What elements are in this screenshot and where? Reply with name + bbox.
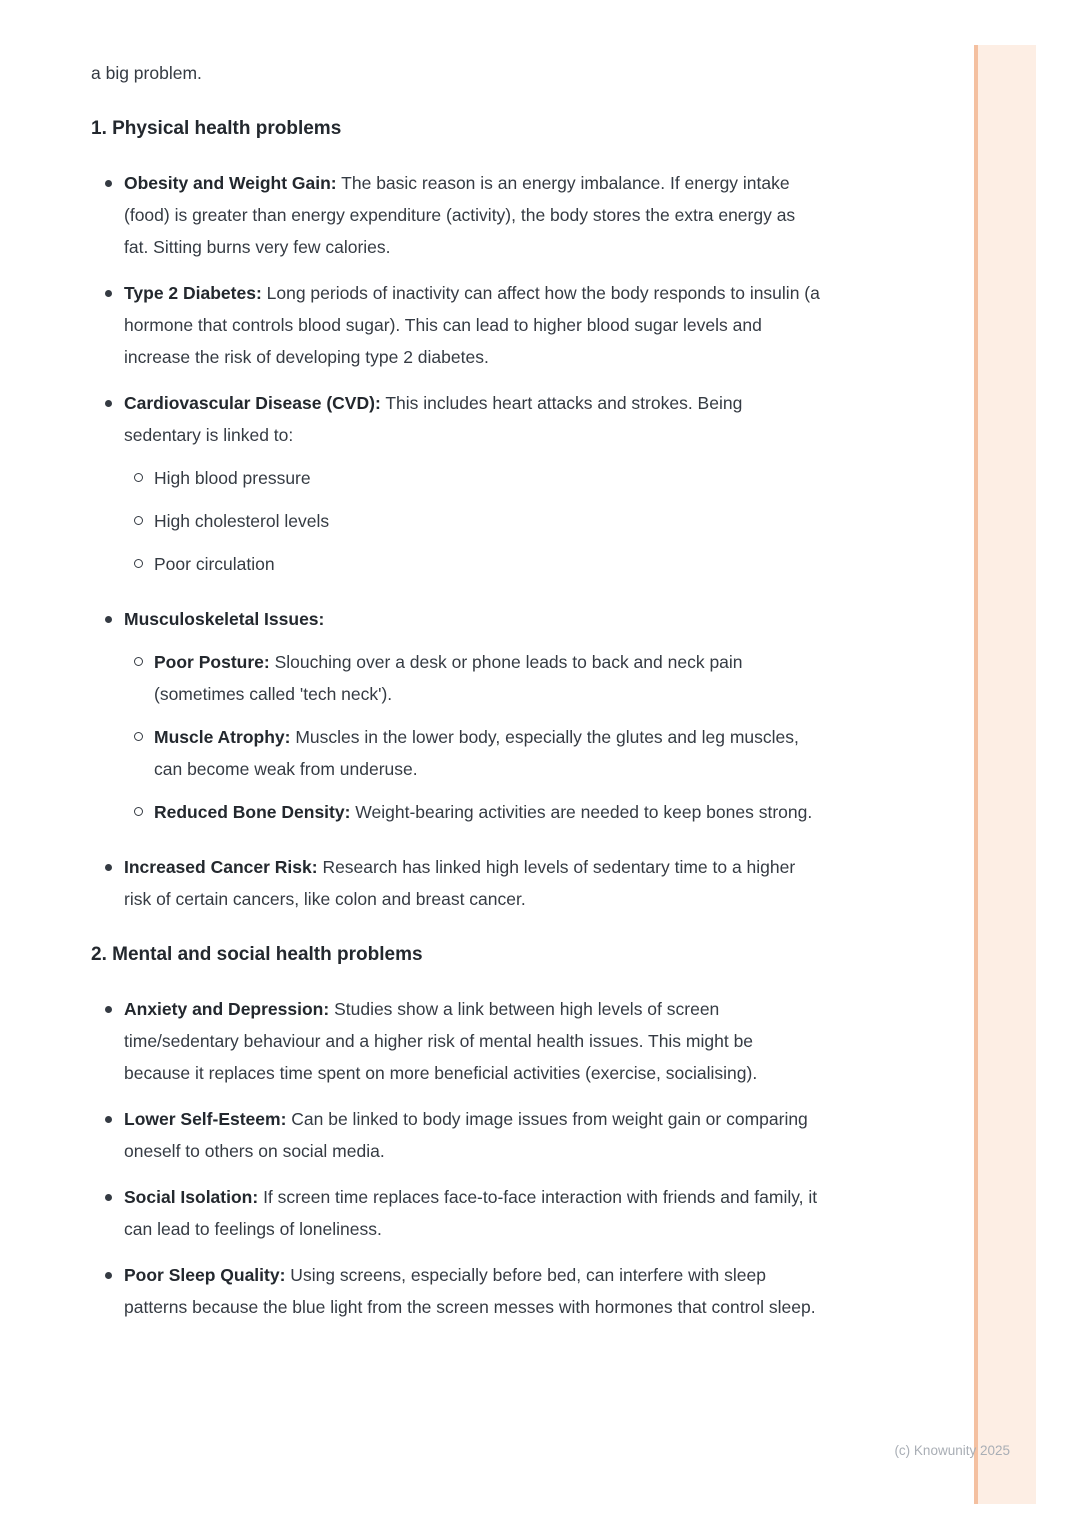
item-body: Research has linked high levels of sedentary time to a higher risk of certain cancers, like colon and breast cancer. [124, 857, 796, 909]
copyright-text: (c) Knowunity 2025 [894, 1443, 1010, 1458]
section-heading-mental: 2. Mental and social health problems [91, 944, 423, 965]
bullet-icon [105, 1272, 112, 1279]
sub-list-item [124, 462, 830, 494]
accent-line [974, 45, 978, 1504]
item-text [124, 993, 824, 1089]
circle-bullet-icon [134, 473, 143, 482]
list-item [91, 387, 830, 589]
section-heading-physical: 1. Physical health problems [91, 118, 342, 139]
sub-bullet-list [124, 646, 830, 828]
circle-bullet-icon [134, 559, 143, 568]
list-item [91, 851, 830, 915]
sub-item-text [154, 721, 830, 785]
bullet-icon [105, 1116, 112, 1123]
sub-item-body: Weight-bearing activities are needed to keep bones strong. [350, 802, 813, 822]
item-text [124, 851, 824, 915]
list-item [91, 1259, 830, 1323]
sub-bullet-list [124, 462, 830, 580]
list-item [91, 993, 830, 1089]
list-item [91, 603, 830, 837]
item-body: Can be linked to body image issues from weight gain or comparing oneself to others on social media. [124, 1109, 808, 1161]
item-text [124, 387, 824, 451]
bullet-list-mental [91, 993, 830, 1323]
item-term: Obesity and Weight Gain: [124, 173, 337, 193]
item-body: The basic reason is an energy imbalance. If energy intake (food) is greater than energy expenditure (activity), the body stores the extra energy as fat. Sitting burns very few calories. [124, 173, 796, 257]
item-term: Social Isolation: [124, 1187, 259, 1207]
sub-item-body: High blood pressure [154, 468, 311, 488]
item-text [124, 1103, 824, 1167]
item-term: Musculoskeletal Issues: [124, 609, 325, 629]
bullet-icon [105, 864, 112, 871]
sub-item-term: Muscle Atrophy: [154, 727, 291, 747]
item-text [124, 1259, 824, 1323]
item-term: Poor Sleep Quality: [124, 1265, 286, 1285]
bullet-list-physical [91, 167, 830, 915]
bullet-icon [105, 1194, 112, 1201]
sub-item-text [154, 505, 329, 537]
sub-list-item [124, 796, 830, 828]
circle-bullet-icon [134, 516, 143, 525]
sub-list-item [124, 548, 830, 580]
sub-item-body: Slouching over a desk or phone leads to back and neck pain (sometimes called 'tech neck'). [154, 652, 743, 704]
sub-item-text [154, 796, 812, 828]
circle-bullet-icon [134, 657, 143, 666]
list-item [91, 167, 830, 263]
item-term: Increased Cancer Risk: [124, 857, 318, 877]
item-body: This includes heart attacks and strokes. Being sedentary is linked to: [124, 393, 743, 445]
bullet-icon [105, 290, 112, 297]
bullet-icon [105, 180, 112, 187]
sub-item-body: High cholesterol levels [154, 511, 330, 531]
sub-item-term: Poor Posture: [154, 652, 270, 672]
bullet-icon [105, 1006, 112, 1013]
sub-item-text [154, 548, 275, 580]
sub-item-body: Muscles in the lower body, especially the glutes and leg muscles, can become weak from underuse. [154, 727, 799, 779]
bullet-icon [105, 400, 112, 407]
item-term: Anxiety and Depression: [124, 999, 330, 1019]
item-term: Cardiovascular Disease (CVD): [124, 393, 381, 413]
sub-list-item [124, 505, 830, 537]
circle-bullet-icon [134, 807, 143, 816]
sub-item-term: Reduced Bone Density: [154, 802, 351, 822]
accent-band [978, 45, 1036, 1504]
item-text [124, 603, 824, 635]
item-text [124, 167, 824, 263]
sub-item-text [154, 462, 311, 494]
item-body: Using screens, especially before bed, can interfere with sleep patterns because the blue light from the screen messes with hormones that control sleep. [124, 1265, 816, 1317]
item-body: Studies show a link between high levels of screen time/sedentary behaviour and a higher risk of mental health issues. This might be because it replaces time spent on more beneficial activities (exercise, socialising). [124, 999, 758, 1083]
item-text [124, 1181, 824, 1245]
list-item [91, 277, 830, 373]
paragraph-lead: a big problem. [91, 63, 202, 83]
list-item [91, 1181, 830, 1245]
sub-item-text [154, 646, 830, 710]
list-item [91, 1103, 830, 1167]
item-text [124, 277, 824, 373]
bullet-icon [105, 616, 112, 623]
item-term: Lower Self-Esteem: [124, 1109, 287, 1129]
item-body: Long periods of inactivity can affect how the body responds to insulin (a hormone that controls blood sugar). This can lead to higher blood sugar levels and increase the risk of developing type 2 diabetes. [124, 283, 820, 367]
circle-bullet-icon [134, 732, 143, 741]
item-body: If screen time replaces face-to-face interaction with friends and family, it can lead to feelings of loneliness. [124, 1187, 818, 1239]
sub-list-item [124, 721, 830, 785]
item-term: Type 2 Diabetes: [124, 283, 262, 303]
sub-item-body: Poor circulation [154, 554, 275, 574]
sub-list-item [124, 646, 830, 710]
